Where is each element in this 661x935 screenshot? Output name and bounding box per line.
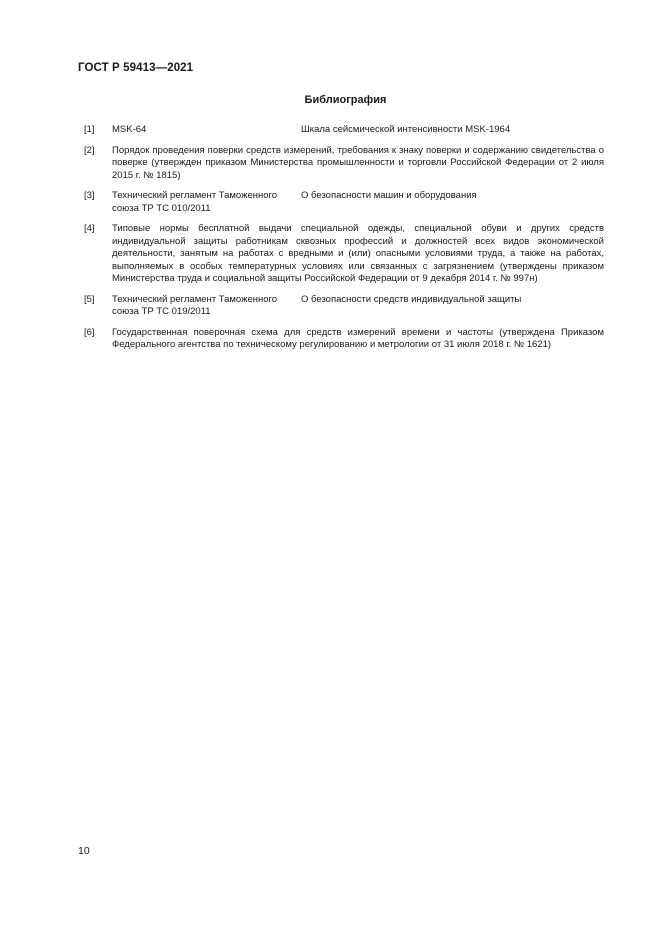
bibliography-item-designation: Технический регламент Таможенного союза ТР ТС 019/2011 — [112, 293, 278, 317]
bibliography-item-number: [4] — [84, 223, 95, 234]
bibliography-item-designation: Технический регламент Таможенного союза ТР ТС 010/2011 — [112, 190, 278, 214]
bibliography-item — [84, 223, 604, 286]
bibliography-item-number: [6] — [84, 326, 95, 338]
bibliography-item-text: Типовые нормы бесплатной выдачи специальной одежды, специальной обуви и других средств индивидуальной защиты работникам сквозных профессий и должностей всех видов экономической деятельности, занятым на работах с вредными и (или) опасными условиями труда, а также на работах, выполняемых в особых температурных условиях или связанных с загрязнением (утверждены приказом Министерства труда и социальной защиты Российской Федерации от 9 декабря 2014 г. № 997н) — [112, 223, 604, 284]
bibliography-item — [84, 124, 604, 137]
bibliography-item — [84, 327, 604, 352]
bibliography-list — [84, 124, 604, 360]
bibliography-item-title: Шкала сейсмической интенсивности MSK-1964 — [301, 124, 511, 135]
bibliography-item — [84, 190, 604, 215]
bibliography-item-number: [5] — [84, 293, 95, 305]
bibliography-item-title: О безопасности средств индивидуальной защиты — [301, 293, 522, 305]
page-number: 10 — [78, 845, 90, 857]
bibliography-item-number: [1] — [84, 124, 95, 135]
bibliography-item-number: [2] — [84, 144, 95, 156]
bibliography-item — [84, 145, 604, 183]
section-title: Библиография — [304, 94, 387, 106]
page-header-standard-code: ГОСТ Р 59413—2021 — [78, 62, 194, 74]
bibliography-item-title: О безопасности машин и оборудования — [301, 190, 477, 201]
bibliography-item-text: Порядок проведения поверки средств измерений, требования к знаку поверки и содержанию свидетельства о поверке (утвержден приказом Министерства промышленности и торговли Российской Федерации от 2 июля 2015 г. № 1815) — [112, 144, 604, 181]
bibliography-item-text: Государственная поверочная схема для средств измерений времени и частоты (утверждена Приказом Федерального агентства по техническому регулированию и метрологии от 31 июля 2018 г. № 1621) — [112, 326, 604, 350]
bibliography-item-designation: MSK-64 — [112, 124, 147, 135]
bibliography-item — [84, 294, 604, 319]
bibliography-item-number: [3] — [84, 190, 95, 201]
